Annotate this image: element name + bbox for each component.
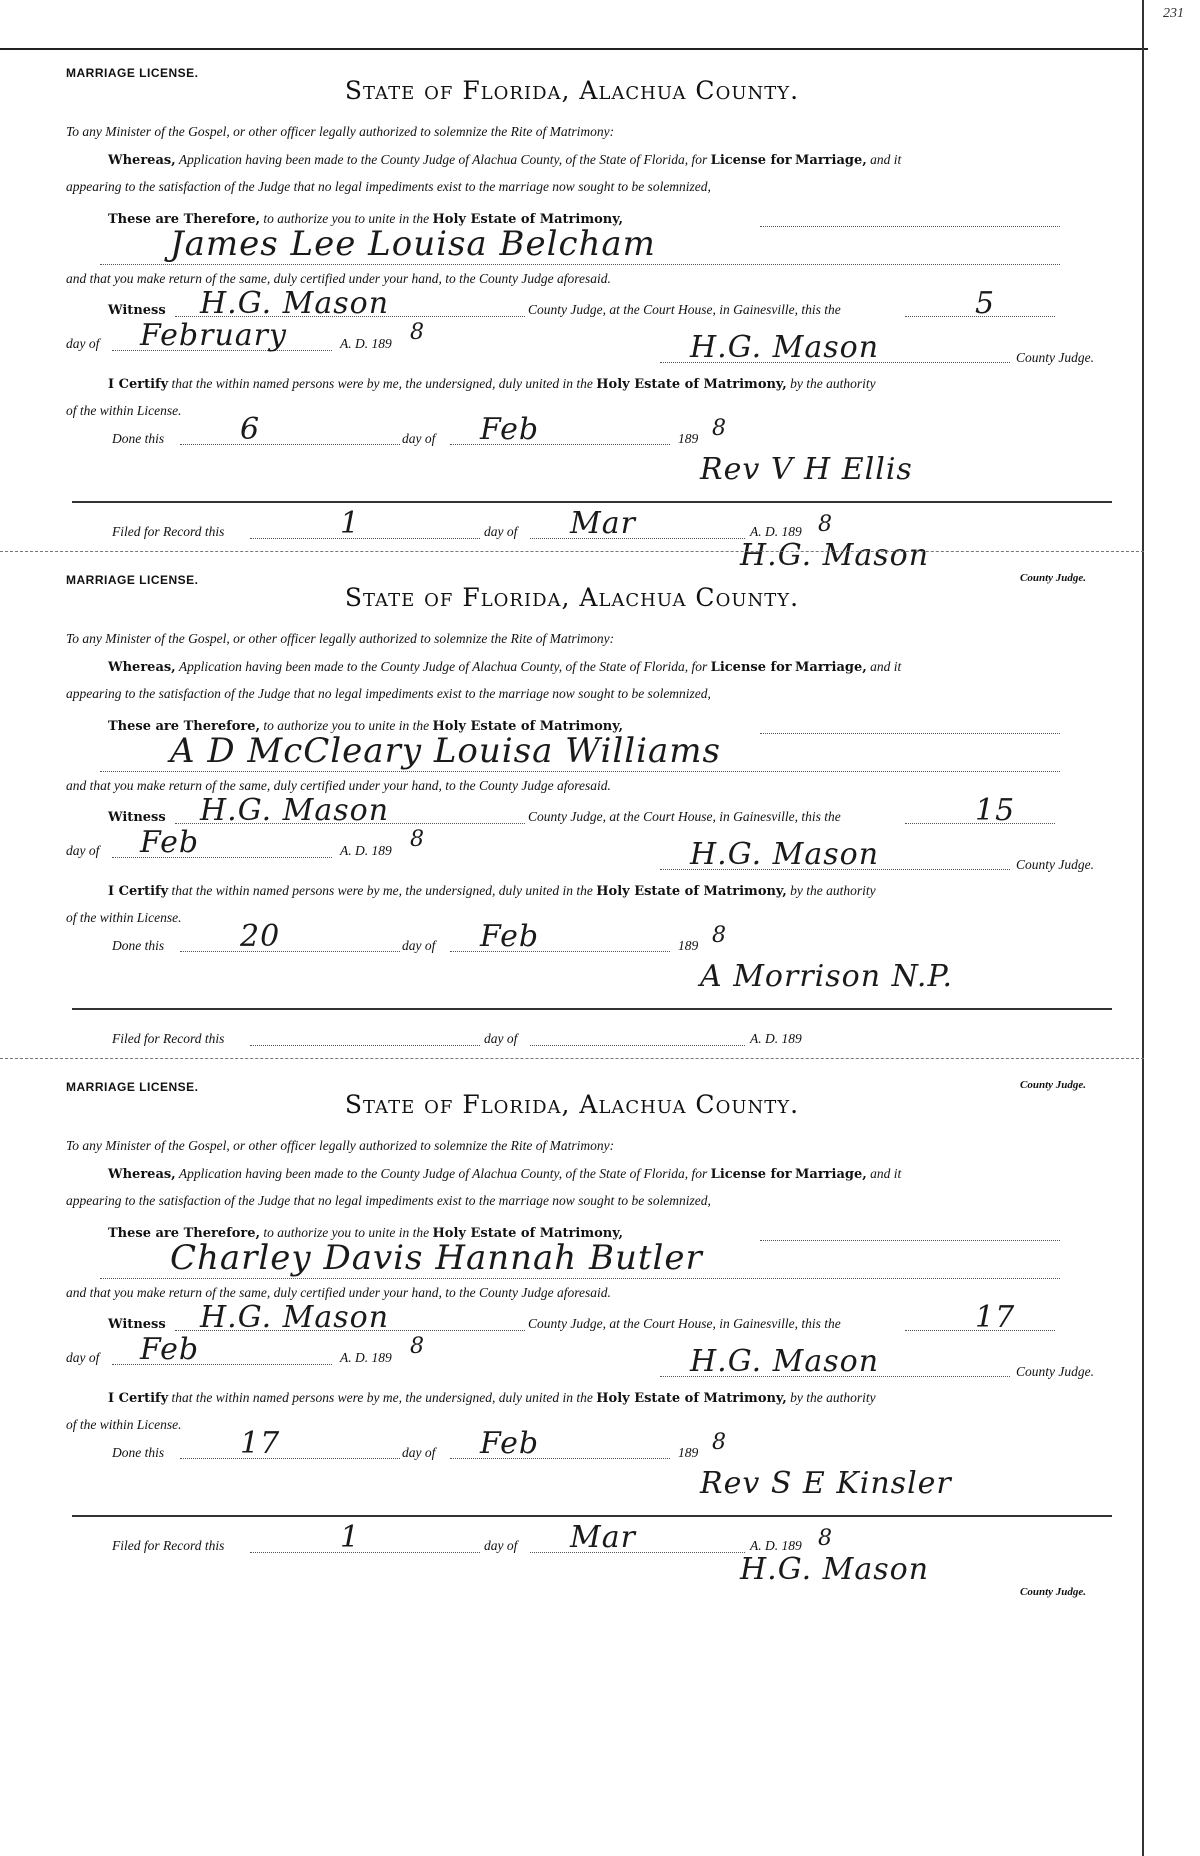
ad-label: A. D. 189 [340, 1350, 392, 1365]
holy-estate-2: Holy Estate of Matrimony, [596, 884, 787, 899]
done-this-label: Done this [112, 938, 165, 953]
filed-label: Filed for Record this [112, 524, 225, 539]
marriage-word: Marriage, [795, 1167, 867, 1182]
filed-year: 8 [818, 512, 833, 537]
filed-day-rule [250, 1045, 480, 1046]
done-year: 8 [712, 416, 727, 441]
license-for: License for [710, 660, 792, 675]
license-label: MARRIAGE LICENSE. [66, 1080, 199, 1094]
whereas-line [108, 1166, 901, 1182]
license-day: 5 [975, 286, 996, 321]
filed-judge-signature: H.G. Mason [740, 538, 930, 573]
whereas-text: Application having been made to the County Judge of Alachua County, of the State of Florida, for [178, 1166, 708, 1181]
holy-estate: Holy Estate of Matrimony, [432, 212, 624, 227]
parties-rule [100, 264, 1060, 265]
license-label: MARRIAGE LICENSE. [66, 66, 199, 80]
filed-label: Filed for Record this [112, 1031, 225, 1046]
filed-month: Mar [570, 1520, 636, 1555]
holy-estate-2: Holy Estate of Matrimony, [596, 377, 787, 392]
license-for: License for [710, 1167, 792, 1182]
done-day-rule [180, 1458, 400, 1459]
witness-signature: H.G. Mason [200, 286, 390, 321]
certify-word: I Certify [108, 377, 169, 392]
certify-text: that the within named persons were by me, the undersigned, duly united in the [171, 376, 593, 391]
license-year: 8 [410, 320, 425, 345]
authorize: to authorize you to unite in the [263, 718, 430, 733]
by-authority: by the authority [790, 883, 876, 898]
officiant-signature: Rev V H Ellis [700, 452, 913, 487]
done-month: Feb [480, 412, 540, 447]
officiant-signature: A Morrison N.P. [700, 959, 954, 994]
holy-estate-2: Holy Estate of Matrimony, [596, 1391, 787, 1406]
license-day: 17 [975, 1300, 1016, 1335]
these-are: These are Therefore, [108, 212, 261, 227]
filed-month: Mar [570, 506, 636, 541]
done-month: Feb [480, 919, 540, 954]
these-are: These are Therefore, [108, 719, 261, 734]
authorize: to authorize you to unite in the [263, 211, 430, 226]
holy-estate: Holy Estate of Matrimony, [432, 1226, 624, 1241]
return-line: and that you make return of the same, duly certified under your hand, to the County Judge aforesaid. [66, 778, 611, 793]
license-day: 15 [975, 793, 1016, 828]
and-it: and it [870, 659, 902, 674]
top-rule [0, 48, 1148, 50]
by-authority: by the authority [790, 1390, 876, 1405]
appearing-line: appearing to the satisfaction of the Judge that no legal impediments exist to the marriage now sought to be solemnized, [66, 179, 711, 194]
appearing-line: appearing to the satisfaction of the Judge that no legal impediments exist to the marriage now sought to be solemnized, [66, 1193, 711, 1208]
dotted-rule [760, 1240, 1060, 1241]
done-year-label: 189 [678, 1445, 699, 1460]
whereas-line [108, 152, 901, 168]
of-within-line: of the within License. [66, 910, 182, 925]
filed-month-rule [530, 1045, 745, 1046]
done-day: 17 [240, 1426, 281, 1461]
officiant-signature: Rev S E Kinsler [700, 1466, 952, 1501]
filed-label: Filed for Record this [112, 1538, 225, 1553]
whereas-text: Application having been made to the County Judge of Alachua County, of the State of Florida, for [178, 152, 708, 167]
certify-text: that the within named persons were by me, the undersigned, duly united in the [171, 883, 593, 898]
day-of-label: day of [66, 1350, 100, 1365]
done-year: 8 [712, 1430, 727, 1455]
filed-ad: A. D. 189 [750, 1031, 802, 1046]
judge-signature: H.G. Mason [690, 837, 880, 872]
witness-word: Witness [108, 810, 166, 825]
done-day: 20 [240, 919, 281, 954]
county-judge-small: County Judge. [1020, 1079, 1087, 1091]
license-title: State of Florida, Alachua County. [344, 1090, 800, 1119]
certify-line [108, 376, 876, 392]
license-year: 8 [410, 1334, 425, 1359]
filed-judge-signature: H.G. Mason [740, 1552, 930, 1587]
filed-separator [72, 1008, 1112, 1010]
ad-label: A. D. 189 [340, 843, 392, 858]
whereas-text: Application having been made to the County Judge of Alachua County, of the State of Florida, for [178, 659, 708, 674]
witness-signature: H.G. Mason [200, 793, 390, 828]
county-judge-at: County Judge, at the Court House, in Gainesville, this the [528, 809, 841, 824]
whereas-word: Whereas, [108, 660, 176, 675]
entry-separator [0, 1058, 1144, 1059]
return-line: and that you make return of the same, duly certified under your hand, to the County Judge aforesaid. [66, 1285, 611, 1300]
witness-word: Witness [108, 303, 166, 318]
county-judge-at: County Judge, at the Court House, in Gainesville, this the [528, 302, 841, 317]
whereas-word: Whereas, [108, 153, 176, 168]
parties-rule [100, 1278, 1060, 1279]
ad-label: A. D. 189 [340, 336, 392, 351]
license-month: Feb [140, 825, 200, 860]
parties-names: Charley Davis Hannah Butler [170, 1238, 703, 1278]
county-judge-label: County Judge. [1016, 1364, 1094, 1379]
done-day: 6 [240, 412, 261, 447]
license-year: 8 [410, 827, 425, 852]
holy-estate: Holy Estate of Matrimony, [432, 719, 624, 734]
certify-text: that the within named persons were by me, the undersigned, duly united in the [171, 1390, 593, 1405]
filed-ad: A. D. 189 [750, 524, 802, 539]
witness-word: Witness [108, 1317, 166, 1332]
license-title: State of Florida, Alachua County. [344, 583, 800, 612]
to-any-line: To any Minister of the Gospel, or other officer legally authorized to solemnize the Rite of Matrimony: [66, 1138, 615, 1153]
done-day-of: day of [402, 431, 436, 446]
entry-separator [0, 551, 1144, 552]
filed-day: 1 [340, 1520, 361, 1555]
day-of-label: day of [66, 843, 100, 858]
license-month: February [140, 318, 287, 353]
filed-day-of: day of [484, 1031, 518, 1046]
witness-line [108, 809, 166, 825]
county-judge-label: County Judge. [1016, 857, 1094, 872]
dotted-rule [760, 226, 1060, 227]
witness-line [108, 302, 166, 318]
done-day-rule [180, 444, 400, 445]
done-month: Feb [480, 1426, 540, 1461]
county-judge-at: County Judge, at the Court House, in Gainesville, this the [528, 1316, 841, 1331]
license-label: MARRIAGE LICENSE. [66, 573, 199, 587]
dotted-rule [760, 733, 1060, 734]
filed-month-rule [530, 1552, 745, 1553]
certify-line [108, 1390, 876, 1406]
filed-day-rule [250, 1552, 480, 1553]
parties-names: James Lee Louisa Belcham [170, 224, 656, 264]
done-year-label: 189 [678, 938, 699, 953]
done-year-label: 189 [678, 431, 699, 446]
judge-signature: H.G. Mason [690, 1344, 880, 1379]
authorize: to authorize you to unite in the [263, 1225, 430, 1240]
county-judge-small: County Judge. [1020, 572, 1087, 584]
and-it: and it [870, 152, 902, 167]
marriage-word: Marriage, [795, 660, 867, 675]
filed-year: 8 [818, 1526, 833, 1551]
done-day-of: day of [402, 1445, 436, 1460]
filed-ad: A. D. 189 [750, 1538, 802, 1553]
filed-month-rule [530, 538, 745, 539]
county-judge-small: County Judge. [1020, 1586, 1087, 1598]
filed-separator [72, 1515, 1112, 1517]
by-authority: by the authority [790, 376, 876, 391]
these-are: These are Therefore, [108, 1226, 261, 1241]
done-this-label: Done this [112, 431, 165, 446]
whereas-line [108, 659, 901, 675]
marriage-word: Marriage, [795, 153, 867, 168]
license-title: State of Florida, Alachua County. [344, 76, 800, 105]
certify-word: I Certify [108, 1391, 169, 1406]
of-within-line: of the within License. [66, 1417, 182, 1432]
to-any-line: To any Minister of the Gospel, or other officer legally authorized to solemnize the Rite of Matrimony: [66, 631, 615, 646]
county-judge-label: County Judge. [1016, 350, 1094, 365]
parties-names: A D McCleary Louisa Williams [170, 731, 721, 771]
license-month: Feb [140, 1332, 200, 1367]
filed-day: 1 [340, 506, 361, 541]
certify-line [108, 883, 876, 899]
filed-separator [72, 501, 1112, 503]
appearing-line: appearing to the satisfaction of the Judge that no legal impediments exist to the marriage now sought to be solemnized, [66, 686, 711, 701]
page-number: 231 [1163, 6, 1184, 21]
done-day-of: day of [402, 938, 436, 953]
filed-day-of: day of [484, 524, 518, 539]
done-this-label: Done this [112, 1445, 165, 1460]
of-within-line: of the within License. [66, 403, 182, 418]
license-for: License for [710, 153, 792, 168]
right-rule [1142, 0, 1144, 1856]
done-day-rule [180, 951, 400, 952]
to-any-line: To any Minister of the Gospel, or other officer legally authorized to solemnize the Rite of Matrimony: [66, 124, 615, 139]
return-line: and that you make return of the same, duly certified under your hand, to the County Judge aforesaid. [66, 271, 611, 286]
whereas-word: Whereas, [108, 1167, 176, 1182]
filed-day-rule [250, 538, 480, 539]
done-year: 8 [712, 923, 727, 948]
witness-signature: H.G. Mason [200, 1300, 390, 1335]
judge-signature: H.G. Mason [690, 330, 880, 365]
witness-line [108, 1316, 166, 1332]
parties-rule [100, 771, 1060, 772]
filed-day-of: day of [484, 1538, 518, 1553]
certify-word: I Certify [108, 884, 169, 899]
and-it: and it [870, 1166, 902, 1181]
day-of-label: day of [66, 336, 100, 351]
